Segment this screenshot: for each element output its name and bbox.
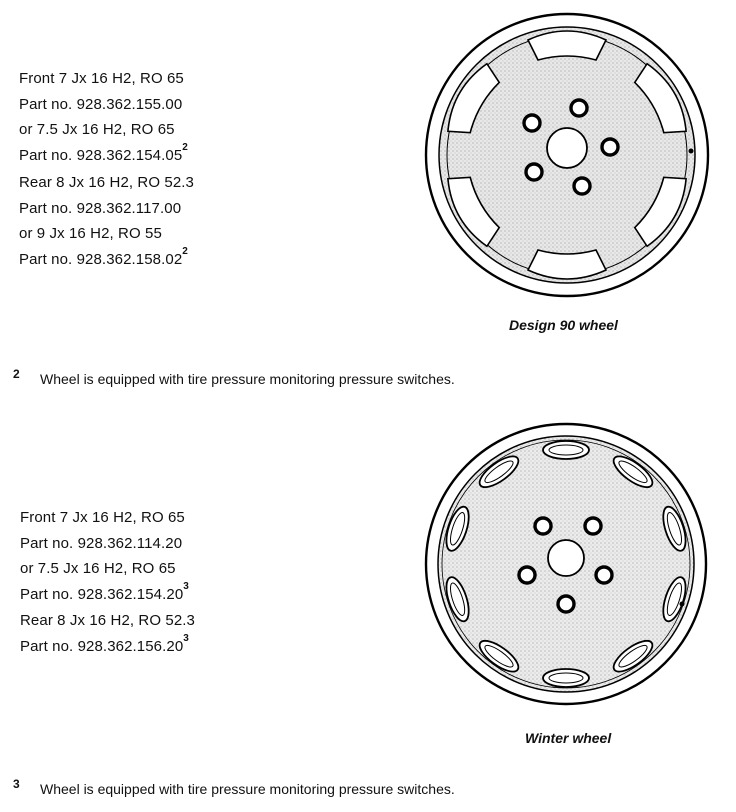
footnote-number: 2 [13,367,20,381]
spec-line [20,634,195,660]
design90-rear-spec [19,170,194,272]
design90-wheel-illustration [420,10,720,310]
spec-line [20,582,189,608]
footnote-text: Wheel is equipped with tire pressure monitoring pressure switches. [40,371,455,387]
spec-line: Rear 8 Jx 16 H2, RO 52.3 [19,174,194,191]
spec-line: Part no. 928.362.117.00 [19,199,182,217]
part-number: Part no. 928.362.158.02 [19,250,183,268]
part-number: Part no. 928.362.154.05 [19,146,183,164]
design90-front-spec [19,66,188,168]
spec-line: Part no. 928.362.114.20 [20,534,183,552]
spec-line: Part no. 928.362.155.00 [19,95,183,113]
winter-caption: Winter wheel [525,730,612,746]
spec-line: or 7.5 Jx 16 H2, RO 65 [20,560,176,577]
design90-caption: Design 90 wheel [509,317,618,333]
spec-line [19,247,194,273]
spec-line: Rear 8 Jx 16 H2, RO 52.3 [20,612,195,629]
footnote-number: 3 [13,777,20,791]
winter-rear-spec [20,608,195,659]
footnote-ref: 2 [182,141,188,153]
footnote-text: Wheel is equipped with tire pressure monitoring pressure switches. [40,781,455,797]
footnote-ref: 3 [183,632,189,644]
part-number: Part no. 928.362.154.20 [20,585,184,603]
winter-wheel-illustration [420,418,720,718]
spec-line: or 7.5 Jx 16 H2, RO 65 [19,121,175,138]
spec-line: Front 7 Jx 16 H2, RO 65 [20,509,185,526]
spec-line: or 9 Jx 16 H2, RO 55 [19,225,162,242]
footnote-ref: 3 [183,580,189,592]
winter-front-spec [20,505,189,607]
spec-line [19,143,188,169]
footnote-ref: 2 [182,245,188,257]
spec-line: Front 7 Jx 16 H2, RO 65 [19,70,184,87]
part-number: Part no. 928.362.156.20 [20,637,184,655]
